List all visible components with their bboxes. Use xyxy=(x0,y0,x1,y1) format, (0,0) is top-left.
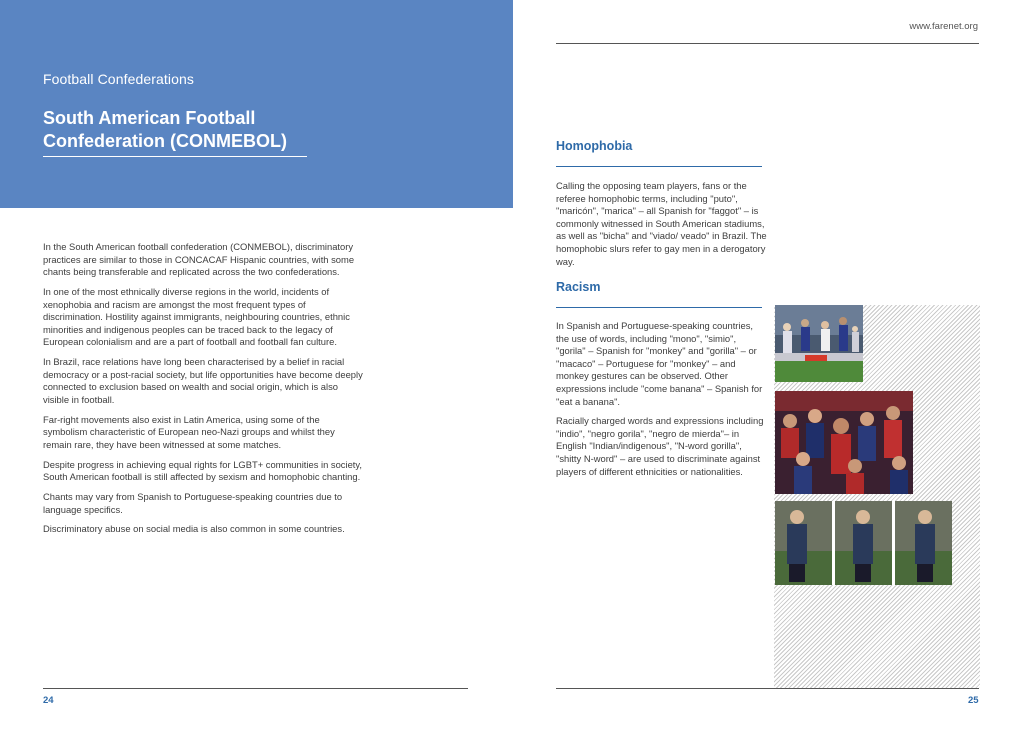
paragraph: Chants may vary from Spanish to Portuguese-speaking countries due to language specifics. xyxy=(43,491,343,515)
homophobia-text xyxy=(556,180,768,275)
racism-text xyxy=(556,320,768,485)
page-number-right: 25 xyxy=(968,695,979,706)
racism-underline xyxy=(556,307,762,308)
paragraph: Racially charged words and expressions including "indio", "negro gorila", "negro de mierda"– in English "Indian/indigenous", "N-word gorilla", "shitty N-word" – are used to discriminate against players of different ethnicities or nationalities. xyxy=(556,415,764,477)
left-body-text xyxy=(43,241,363,543)
homophobia-underline xyxy=(556,166,762,167)
paragraph: In Brazil, race relations have long been characterised by a belief in racial democracy or a post-racial society, but life opportunities have become deeply connected to exclusion based on wealth and social origin, which is also visible in football. xyxy=(43,356,363,405)
stadium-photo xyxy=(775,305,863,382)
section-label: Football Confederations xyxy=(43,71,194,87)
paragraph: In one of the most ethnically diverse regions in the world, incidents of xenophobia and racism are amongst the most frequent types of discrimination. Hostility against immigrants, neighbouring countries, ethnic minorities and indigenous peoples can be traced back to the legacy of European colonialism and are a part of football and football fan culture. xyxy=(43,285,350,348)
top-rule-right xyxy=(556,43,979,44)
paragraph: Discriminatory abuse on social media is also common in some countries. xyxy=(43,523,345,535)
gesture-sequence-photo xyxy=(775,501,952,585)
title-line-2: Confederation (CONMEBOL) xyxy=(43,131,287,151)
title-line-1: South American Football xyxy=(43,108,256,128)
paragraph: Calling the opposing team players, fans or the referee homophobic terms, including "puto", "maricón", "marica" – all Spanish for "faggot" – is commonly witnessed in South American stadiums, as well as "bicha" and "viado/ veado" in Brazil. The homophobic slurs refer to gay men in a derogatory way. xyxy=(556,180,767,267)
header-block xyxy=(0,0,513,208)
paragraph: Despite progress in achieving equal rights for LGBT+ communities in society, South American football is still affected by sexism and homophobic chanting. xyxy=(43,458,362,483)
paragraph: In the South American football confederation (CONMEBOL), discriminatory practices are similar to those in CONCACAF Hispanic countries, with some chants being transferable and replicated across the two confederations. xyxy=(43,241,355,278)
page-number-left: 24 xyxy=(43,695,54,706)
bottom-rule-right xyxy=(556,688,979,689)
site-url[interactable]: www.farenet.org xyxy=(909,21,978,32)
title-underline xyxy=(43,156,307,157)
paragraph: In Spanish and Portuguese-speaking countries, the use of words, including "mono", "simio", "gorila" – Spanish for "monkey" and "gorilla" – or "macaco" – Portuguese for "monkey" – and monkey gestures can be observed. Other expressions include "come banana" – Spanish for "eat a banana". xyxy=(556,320,763,407)
bottom-rule-left xyxy=(43,688,468,689)
homophobia-heading: Homophobia xyxy=(556,139,633,153)
racism-heading: Racism xyxy=(556,280,601,294)
page-title xyxy=(43,107,343,153)
paragraph: Far-right movements also exist in Latin America, using some of the symbolism characteristic of European neo-Nazi groups and whilst they remain rare, they have been witnessed at some matches. xyxy=(43,413,335,450)
fans-crowd-photo xyxy=(775,391,913,494)
